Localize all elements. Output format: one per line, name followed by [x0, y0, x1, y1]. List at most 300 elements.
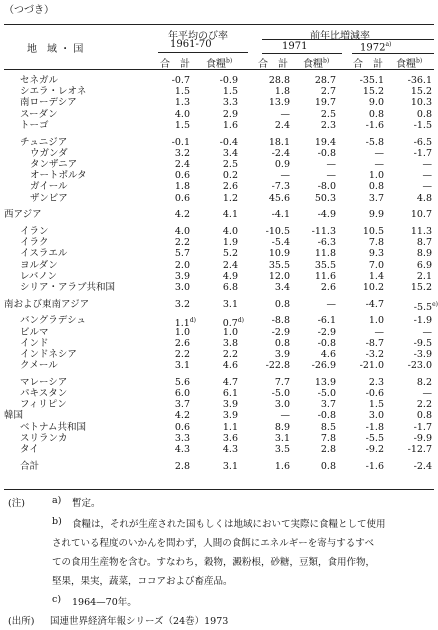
cell-value: 1.8	[174, 181, 190, 193]
cell-value: -1.5	[413, 119, 432, 131]
subheader-food-2	[303, 55, 329, 70]
cell-col-5	[344, 97, 384, 109]
cell-col-4	[296, 137, 336, 149]
cell-value: 2.6	[320, 281, 336, 293]
cell-value: 10.3	[410, 97, 432, 109]
cell-value: 2.2	[174, 237, 190, 249]
cell-col-4	[296, 209, 336, 221]
note-a-key: a)	[52, 495, 62, 506]
cell-col-3	[250, 315, 290, 327]
cell-value: -5.5	[413, 301, 433, 313]
cell-col-4	[296, 97, 336, 109]
cell-value: -6.3	[317, 237, 336, 249]
cell-value: 3.2	[174, 147, 190, 159]
cell-value: 8.2	[416, 376, 432, 388]
cell-col-2	[198, 159, 238, 171]
cell-col-1	[150, 109, 190, 121]
year-1972-underline	[352, 53, 434, 54]
cell-col-2	[198, 377, 238, 389]
cell-col-2	[198, 299, 238, 311]
table-row	[0, 271, 437, 283]
cell-col-4	[296, 75, 336, 87]
cell-value: 5.7	[174, 248, 190, 260]
cell-col-6	[392, 349, 432, 361]
cell-col-4	[296, 260, 336, 272]
cell-value: 18.1	[268, 136, 290, 148]
cell-col-1	[150, 271, 190, 283]
cell-col-1	[150, 120, 190, 132]
cell-col-2	[198, 422, 238, 434]
cell-col-1	[150, 181, 190, 193]
cell-col-3	[250, 226, 290, 238]
cell-value: 19.4	[314, 136, 336, 148]
cell-value: 8.7	[416, 237, 432, 249]
cell-value: 12.0	[268, 270, 290, 282]
cell-col-3	[250, 338, 290, 350]
cell-col-4	[296, 327, 336, 339]
subheader-total-3: 合 計	[353, 59, 383, 70]
cell-col-3	[250, 170, 290, 182]
cell-col-5	[344, 137, 384, 149]
cell-value: 2.6	[222, 181, 238, 193]
cell-value: 1.0	[174, 326, 190, 338]
cell-value: —	[326, 158, 336, 170]
cell-value: -2.9	[271, 326, 290, 338]
cell-value: 8.9	[274, 421, 290, 433]
cell-value: 3.9	[222, 399, 238, 411]
cell-col-4	[296, 461, 336, 473]
cell-col-6	[392, 388, 432, 400]
table-row	[0, 377, 437, 389]
cell-col-4	[296, 159, 336, 171]
cell-value: 35.5	[314, 259, 336, 271]
cell-col-6	[392, 120, 432, 132]
cell-value: 3.3	[222, 97, 238, 109]
cell-value: 35.5	[268, 259, 290, 271]
cell-value: 0.8	[416, 410, 432, 422]
table-row	[0, 327, 437, 339]
cell-col-3	[250, 248, 290, 260]
table-bottom-rule	[4, 489, 434, 490]
year-1971-underline	[262, 53, 342, 54]
year-1972-header	[360, 41, 391, 53]
row-label: 西アジア	[4, 209, 42, 221]
cell-col-2	[198, 137, 238, 149]
cell-value: 3.2	[174, 298, 190, 310]
row-label: ガイール	[30, 181, 68, 193]
table-row	[0, 109, 437, 121]
cell-value: 6.9	[416, 259, 432, 271]
cell-value: 9.3	[368, 248, 384, 260]
cell-col-2	[198, 148, 238, 160]
cell-col-3	[250, 209, 290, 221]
cell-col-5	[344, 461, 384, 473]
cell-value: -10.5	[265, 225, 290, 237]
cell-col-3	[250, 360, 290, 372]
cell-value: -2.9	[317, 326, 336, 338]
cell-col-5	[344, 327, 384, 339]
cell-col-2	[198, 260, 238, 272]
cell-value: —	[374, 158, 384, 170]
cell-value: 3.3	[174, 432, 190, 444]
cell-value: -8.8	[271, 315, 290, 327]
cell-value: -5.8	[365, 136, 384, 148]
cell-col-5	[344, 388, 384, 400]
cell-value: 2.4	[222, 259, 238, 271]
table-row	[0, 461, 437, 473]
cell-value: 3.4	[222, 147, 238, 159]
cell-col-1	[150, 148, 190, 160]
cell-col-4	[296, 349, 336, 361]
cell-value: -1.7	[413, 147, 432, 159]
cell-value: 3.0	[174, 281, 190, 293]
cell-value: 10.9	[268, 248, 290, 260]
cell-col-3	[250, 399, 290, 411]
cell-col-2	[198, 209, 238, 221]
cell-col-2	[198, 282, 238, 294]
cell-value: 3.1	[274, 432, 290, 444]
cell-value: 3.9	[174, 270, 190, 282]
cell-col-3	[250, 349, 290, 361]
cell-col-2	[198, 327, 238, 339]
cell-col-5	[344, 193, 384, 205]
cell-col-3	[250, 181, 290, 193]
table-row	[0, 433, 437, 445]
cell-value: 0.8	[416, 108, 432, 120]
cell-value: 19.7	[314, 97, 336, 109]
cell-col-5	[344, 377, 384, 389]
cell-col-1	[150, 97, 190, 109]
cell-value: 3.1	[174, 360, 190, 372]
table-row	[0, 170, 437, 182]
subheader-food-2-mark: b)	[323, 57, 330, 65]
cell-value: -21.0	[359, 360, 384, 372]
cell-value: 5.6	[174, 376, 190, 388]
cell-col-5	[344, 260, 384, 272]
row-label: 韓国	[4, 410, 24, 422]
note-a-text: 暫定。	[72, 498, 101, 509]
cell-value: -1.6	[365, 119, 384, 131]
cell-value: -9.5	[413, 337, 432, 349]
table-row	[0, 137, 437, 149]
cell-col-1	[150, 137, 190, 149]
cell-col-1	[150, 159, 190, 171]
cell-value: 2.1	[416, 270, 432, 282]
cell-col-5	[344, 209, 384, 221]
cell-value: 1.5	[368, 399, 384, 411]
cell-value: -0.8	[317, 410, 336, 422]
cell-value: 4.3	[174, 444, 190, 455]
cell-col-6	[392, 338, 432, 350]
cell-value: 0.8	[368, 108, 384, 120]
cell-col-4	[296, 399, 336, 411]
cell-col-4	[296, 282, 336, 294]
cell-value: 0.9	[274, 158, 290, 170]
cell-value: -0.6	[365, 388, 384, 399]
cell-value: 3.0	[274, 399, 290, 411]
cell-col-3	[250, 193, 290, 205]
change-rate-header: 前年比増減率	[310, 31, 370, 42]
cell-value: 2.8	[174, 460, 190, 472]
cell-value: 2.3	[368, 376, 384, 388]
cell-col-5	[344, 315, 384, 327]
cell-col-6	[392, 444, 432, 456]
cell-col-4	[296, 422, 336, 434]
change-underline	[262, 39, 434, 40]
cell-col-3	[250, 260, 290, 272]
note-b-line-4: 堅果，果実，蔬菜，ココアおよび畜産品。	[52, 576, 233, 587]
cell-value: 2.7	[320, 86, 336, 98]
table-row	[0, 237, 437, 249]
cell-value: —	[422, 181, 432, 193]
subheader-food-3-label: 食糧	[396, 59, 416, 70]
cell-value: 0.7	[222, 318, 238, 330]
cell-value: 8.9	[416, 248, 432, 260]
cell-col-1	[150, 360, 190, 372]
cell-col-1	[150, 237, 190, 249]
row-label: ザンビア	[30, 192, 68, 204]
row-label: タイ	[20, 444, 39, 455]
cell-col-4	[296, 377, 336, 389]
cell-col-1	[150, 75, 190, 87]
cell-value: 10.2	[362, 281, 384, 293]
cell-value: 2.9	[222, 108, 238, 120]
cell-value: 3.6	[222, 432, 238, 444]
cell-value: 10.5	[362, 225, 384, 237]
cell-col-4	[296, 388, 336, 400]
cell-value: 4.7	[222, 376, 238, 388]
cell-value: 6.8	[222, 281, 238, 293]
cell-value: 5.2	[222, 248, 238, 260]
cell-col-6	[392, 159, 432, 171]
cell-value: 8.5	[320, 421, 336, 433]
row-label: タンザニア	[30, 158, 78, 170]
cell-col-1	[150, 349, 190, 361]
cell-col-1	[150, 388, 190, 400]
cell-value: 1.8	[274, 86, 290, 98]
cell-value: 2.2	[174, 348, 190, 360]
cell-col-2	[198, 75, 238, 87]
cell-value: -4.9	[317, 209, 336, 221]
row-label: インド	[20, 337, 49, 349]
cell-value: -0.4	[219, 136, 238, 148]
cell-value: 3.9	[274, 348, 290, 360]
cell-col-3	[250, 444, 290, 456]
cell-value: 3.9	[222, 410, 238, 422]
cell-col-2	[198, 97, 238, 109]
cell-col-6	[392, 377, 432, 389]
cell-col-3	[250, 433, 290, 445]
cell-value: 4.0	[222, 225, 238, 237]
cell-col-2	[198, 120, 238, 132]
cell-col-1	[150, 86, 190, 98]
row-label: 南および東南アジア	[4, 298, 90, 310]
cell-value: 7.8	[320, 432, 336, 444]
cell-col-4	[296, 148, 336, 160]
table-row	[0, 226, 437, 238]
cell-value: 11.8	[314, 248, 336, 260]
cell-value: —	[326, 298, 336, 310]
cell-value: -12.7	[407, 444, 432, 455]
cell-col-2	[198, 248, 238, 260]
cell-value: 2.4	[174, 158, 190, 170]
cell-col-5	[344, 338, 384, 350]
cell-value: 1.6	[274, 460, 290, 472]
cell-col-6	[392, 461, 432, 473]
cell-col-3	[250, 299, 290, 311]
cell-col-1	[150, 399, 190, 411]
subheader-food-2-label: 食糧	[303, 59, 323, 70]
table-row	[0, 349, 437, 361]
header-bottom-rule	[4, 69, 434, 70]
cell-value: -5.0	[317, 388, 336, 399]
cell-col-6	[392, 170, 432, 182]
notes-label: (注)	[8, 498, 25, 509]
cell-col-5	[344, 433, 384, 445]
cell-value: 1.3	[174, 97, 190, 109]
cell-col-4	[296, 237, 336, 249]
cell-value: 7.7	[274, 376, 290, 388]
cell-col-1	[150, 299, 190, 311]
cell-col-4	[296, 410, 336, 422]
cell-col-2	[198, 181, 238, 193]
table-row	[0, 444, 437, 456]
cell-col-2	[198, 226, 238, 238]
cell-value: -1.7	[413, 421, 432, 433]
cell-value: 3.1	[222, 298, 238, 310]
cell-col-3	[250, 109, 290, 121]
cell-col-5	[344, 299, 384, 311]
cell-col-6	[392, 137, 432, 149]
cell-col-1	[150, 209, 190, 221]
cell-value: —	[422, 158, 432, 170]
cell-col-1	[150, 410, 190, 422]
cell-col-2	[198, 271, 238, 283]
cell-value: 4.2	[174, 209, 190, 221]
cell-value: 2.2	[416, 399, 432, 411]
cell-value: 2.3	[320, 119, 336, 131]
table-row	[0, 399, 437, 411]
cell-value: 1.5	[174, 119, 190, 131]
cell-col-5	[344, 86, 384, 98]
cell-value: 6.0	[174, 388, 190, 399]
cell-col-3	[250, 410, 290, 422]
row-label: レバノン	[20, 270, 57, 282]
cell-col-1	[150, 377, 190, 389]
row-label: 南ローデシア	[20, 97, 77, 109]
cell-col-5	[344, 349, 384, 361]
cell-value: -11.3	[311, 225, 336, 237]
cell-value: 9.0	[368, 97, 384, 109]
cell-value: 4.3	[222, 444, 238, 455]
row-label: マレーシア	[20, 376, 68, 388]
cell-col-2	[198, 193, 238, 205]
source-text: 国連世界経済年報シリーズ（24巻）1973	[50, 616, 229, 627]
table-row	[0, 388, 437, 400]
row-label: スーダン	[20, 108, 58, 120]
cell-value: 3.7	[320, 399, 336, 411]
row-label: フィリピン	[20, 399, 67, 411]
cell-value: 15.2	[362, 86, 384, 98]
cell-value: 45.6	[268, 192, 290, 204]
cell-col-6	[392, 75, 432, 87]
note-b-key: b)	[52, 516, 62, 527]
cell-col-3	[250, 120, 290, 132]
cell-value: -35.1	[359, 75, 384, 86]
cell-value: -9.2	[365, 444, 384, 455]
cell-col-5	[344, 422, 384, 434]
cell-value: -1.9	[413, 315, 432, 327]
cell-value: 1.5	[222, 86, 238, 98]
cell-col-3	[250, 86, 290, 98]
cell-value: 1.5	[174, 86, 190, 98]
cell-col-1	[150, 461, 190, 473]
cell-value: -4.7	[365, 298, 384, 310]
row-label: インドネシア	[20, 348, 77, 360]
cell-value: 3.4	[274, 281, 290, 293]
cell-col-3	[250, 377, 290, 389]
cell-value: —	[422, 326, 432, 338]
cell-col-4	[296, 444, 336, 456]
cell-col-3	[250, 461, 290, 473]
table-row	[0, 209, 437, 221]
cell-col-4	[296, 315, 336, 327]
table-row	[0, 422, 437, 434]
cell-value: -1.6	[365, 460, 384, 472]
cell-value: 4.0	[174, 225, 190, 237]
table-row	[0, 159, 437, 171]
cell-value: -23.0	[407, 360, 432, 372]
cell-value: -7.3	[271, 181, 290, 193]
row-label: ヨルダン	[20, 259, 58, 271]
cell-value: 4.1	[222, 209, 238, 221]
cell-value: -26.9	[311, 360, 336, 372]
cell-footnote-mark: d)	[189, 317, 196, 325]
cell-col-1	[150, 338, 190, 350]
cell-value: 13.9	[268, 97, 290, 109]
cell-col-5	[344, 248, 384, 260]
row-label: シリア・アラブ共和国	[20, 281, 116, 293]
cell-value: -0.8	[317, 147, 336, 159]
cell-value: 1.0	[368, 170, 384, 182]
note-c-key: c)	[52, 594, 62, 605]
cell-value: 4.9	[222, 270, 238, 282]
cell-col-4	[296, 109, 336, 121]
note-b-line-1: 食糧は，それが生産された国もしくは地域において実際に食糧として使用	[72, 519, 386, 530]
cell-value: 0.6	[174, 421, 190, 433]
cell-value: 15.2	[410, 86, 432, 98]
cell-value: —	[280, 410, 290, 422]
cell-value: 28.7	[314, 75, 336, 86]
cell-col-1	[150, 260, 190, 272]
continued-label: （つづき）	[4, 5, 54, 16]
cell-value: 3.8	[222, 337, 238, 349]
row-label: オートボルタ	[30, 170, 87, 182]
growth-underline	[158, 52, 248, 53]
cell-col-6	[392, 109, 432, 121]
subheader-food-1-mark: b)	[226, 57, 233, 65]
table-row	[0, 181, 437, 193]
cell-value: 1.4	[368, 270, 384, 282]
table-row	[0, 299, 437, 311]
cell-col-4	[296, 299, 336, 311]
cell-value: 11.6	[314, 270, 336, 282]
cell-col-2	[198, 410, 238, 422]
cell-col-2	[198, 338, 238, 350]
cell-col-5	[344, 237, 384, 249]
cell-col-1	[150, 327, 190, 339]
cell-value: 2.6	[174, 337, 190, 349]
